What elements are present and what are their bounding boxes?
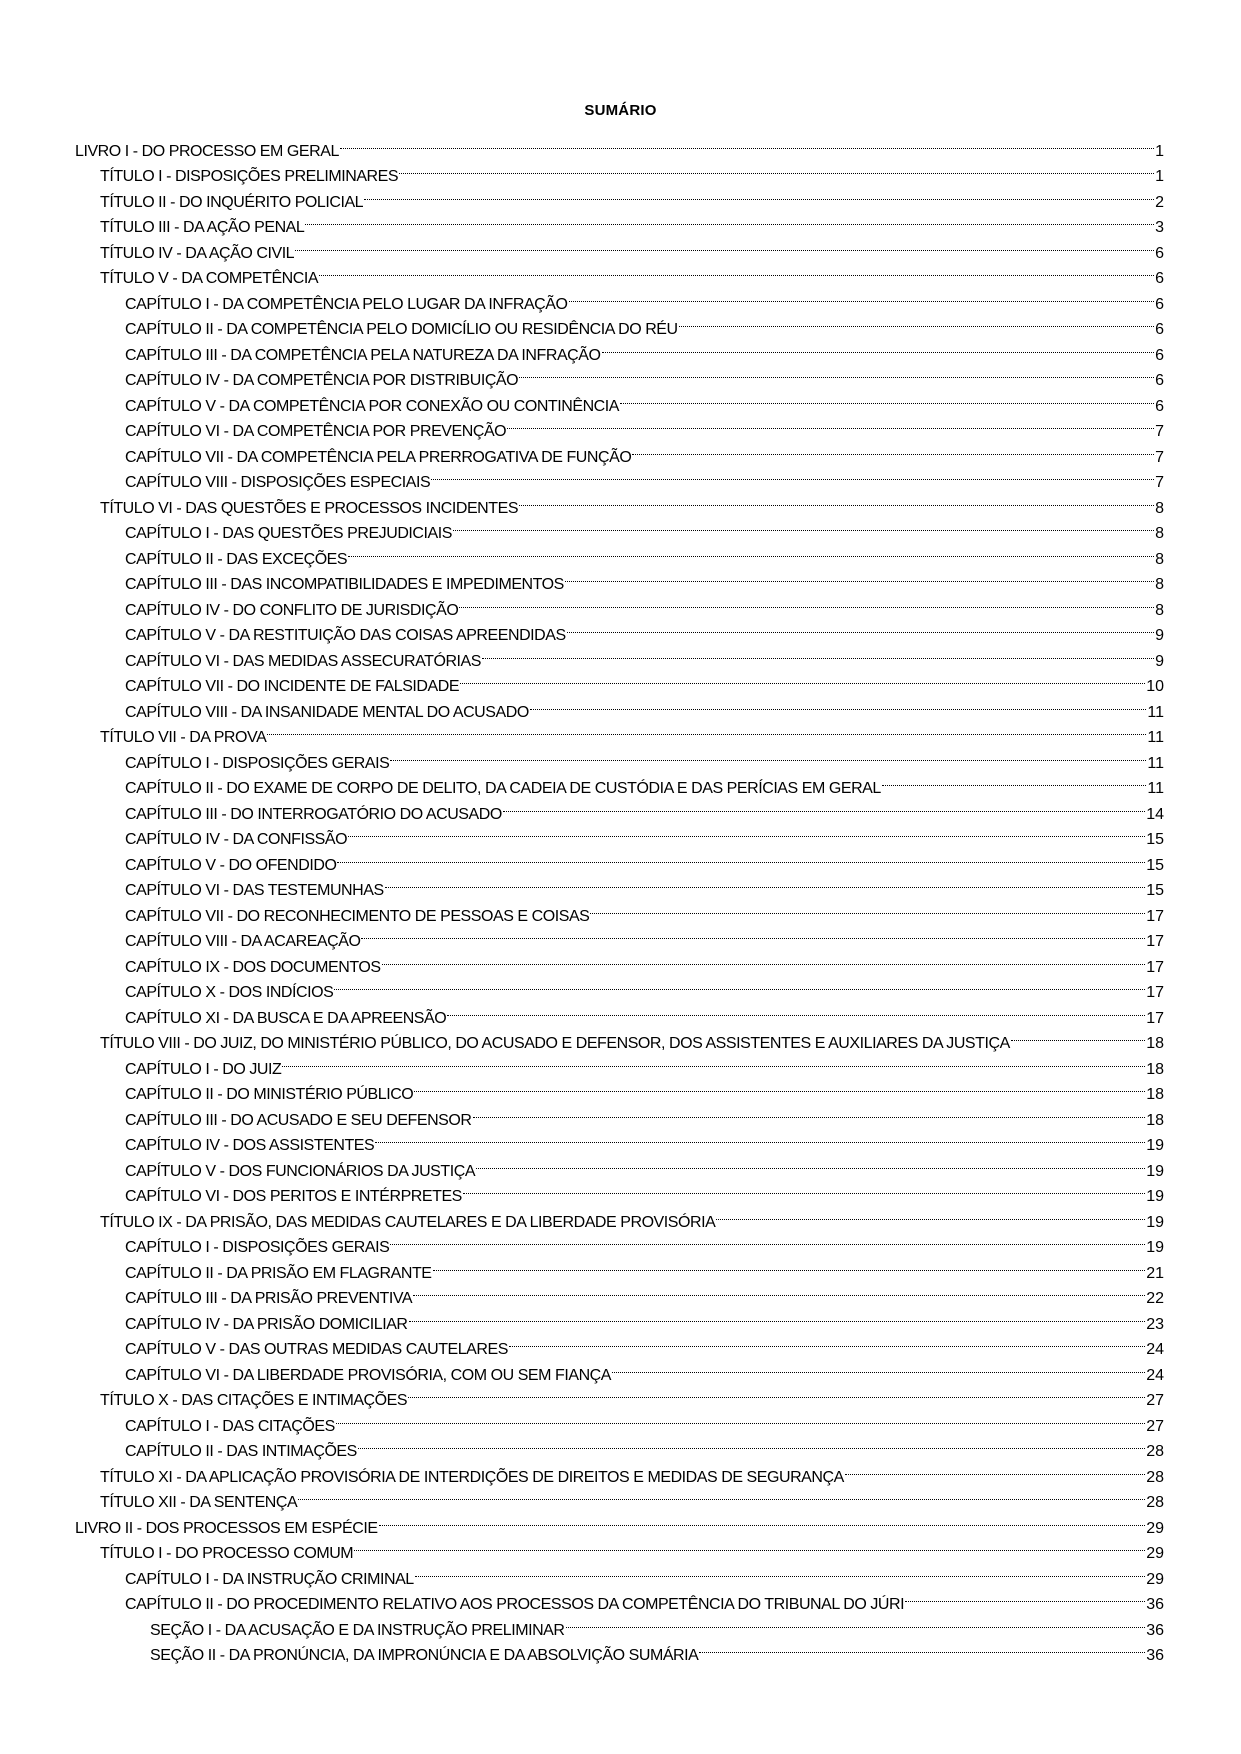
dot-leader — [519, 487, 1154, 513]
dot-leader — [530, 691, 1147, 717]
dot-leader — [361, 921, 1145, 947]
toc-entry-label: CAPÍTULO I - DAS CITAÇÕES — [125, 1417, 335, 1435]
dot-leader — [590, 895, 1145, 921]
dot-leader — [414, 1074, 1145, 1100]
toc-entry[interactable] — [75, 130, 1164, 160]
dot-leader — [399, 156, 1154, 182]
toc-entry-label: TÍTULO XI - DA APLICAÇÃO PROVISÓRIA DE INTERDIÇÕES DE DIREITOS E MEDIDAS DE SEGURANÇA — [100, 1468, 844, 1486]
toc-entry-label: TÍTULO XII - DA SENTENÇA — [100, 1494, 298, 1511]
toc-entry-page-number: 29 — [1146, 1570, 1164, 1588]
dot-leader — [845, 1456, 1145, 1482]
toc-entry-page-number: 9 — [1155, 627, 1164, 644]
toc-entry-page-number: 2 — [1155, 193, 1164, 211]
dot-leader — [385, 870, 1146, 896]
toc-entry-page-number: 15 — [1146, 856, 1164, 874]
toc-entry-page-number: 36 — [1146, 1647, 1164, 1664]
dot-leader — [716, 1201, 1145, 1227]
dot-leader — [459, 589, 1154, 615]
toc-entry-label: CAPÍTULO V - DA COMPETÊNCIA POR CONEXÃO OU CONTINÊNCIA — [125, 397, 619, 415]
toc-entry-label: CAPÍTULO I - DA INSTRUÇÃO CRIMINAL — [125, 1570, 414, 1588]
toc-entry-page-number: 22 — [1146, 1290, 1164, 1307]
toc-entry-page-number: 11 — [1147, 754, 1164, 772]
toc-entry-label: CAPÍTULO VI - DAS MEDIDAS ASSECURATÓRIAS — [125, 652, 482, 670]
dot-leader — [569, 283, 1155, 309]
toc-entry-label: TÍTULO IV - DA AÇÃO CIVIL — [100, 244, 295, 262]
toc-entry-page-number: 15 — [1146, 831, 1164, 848]
toc-entry-label: TÍTULO X - DAS CITAÇÕES E INTIMAÇÕES — [100, 1392, 408, 1409]
toc-entry-label: CAPÍTULO IV - DA CONFISSÃO — [125, 831, 348, 848]
dot-leader — [305, 207, 1154, 233]
toc-entry-label: TÍTULO I - DISPOSIÇÕES PRELIMINARES — [100, 168, 399, 185]
dot-leader — [567, 615, 1154, 641]
toc-entry-label: CAPÍTULO III - DO ACUSADO E SEU DEFENSOR — [125, 1111, 472, 1129]
toc-entry-label: CAPÍTULO II - DO PROCEDIMENTO RELATIVO AOS PROCESSOS DA COMPETÊNCIA DO TRIBUNAL DO JÚRI — [125, 1596, 905, 1613]
toc-entry-page-number: 19 — [1146, 1162, 1164, 1180]
toc-entry-label: TÍTULO IX - DA PRISÃO, DAS MEDIDAS CAUTELARES E DA LIBERDADE PROVISÓRIA — [100, 1213, 716, 1231]
dot-leader — [503, 793, 1145, 819]
toc-entry-page-number: 17 — [1146, 907, 1164, 925]
toc-entry-label: CAPÍTULO II - DAS INTIMAÇÕES — [125, 1443, 357, 1460]
dot-leader — [1011, 1023, 1145, 1049]
toc-entry-label: CAPÍTULO VII - DA COMPETÊNCIA PELA PRERROGATIVA DE FUNÇÃO — [125, 448, 632, 466]
dot-leader — [612, 1354, 1145, 1380]
toc-entry-page-number: 8 — [1155, 601, 1164, 619]
dot-leader — [566, 1609, 1146, 1635]
toc-entry-page-number: 17 — [1146, 984, 1164, 1001]
toc-entry-page-number: 17 — [1146, 958, 1164, 976]
toc-entry-page-number: 1 — [1155, 142, 1164, 160]
dot-leader — [565, 564, 1154, 590]
toc-entry-label: TÍTULO V - DA COMPETÊNCIA — [100, 270, 319, 287]
dot-leader — [413, 1278, 1145, 1304]
dot-leader — [699, 1635, 1145, 1661]
toc-entry-page-number: 7 — [1155, 448, 1164, 466]
toc-entry-page-number: 24 — [1146, 1366, 1164, 1384]
toc-entry-page-number: 8 — [1155, 525, 1164, 542]
toc-entry-label: CAPÍTULO III - DO INTERROGATÓRIO DO ACUSADO — [125, 805, 502, 823]
toc-entry-label: CAPÍTULO III - DA PRISÃO PREVENTIVA — [125, 1290, 413, 1307]
dot-leader — [390, 742, 1146, 768]
toc-entry-page-number: 19 — [1146, 1213, 1164, 1231]
dot-leader — [348, 538, 1154, 564]
toc-entry-page-number: 6 — [1155, 295, 1164, 313]
toc-entry-label: CAPÍTULO VII - DO RECONHECIMENTO DE PESSOAS E COISAS — [125, 907, 590, 925]
toc-entry-label: TÍTULO VII - DA PROVA — [100, 729, 267, 746]
toc-entry-label: CAPÍTULO VI - DA COMPETÊNCIA POR PREVENÇÃO — [125, 423, 507, 440]
toc-entry-label: SEÇÃO I - DA ACUSAÇÃO E DA INSTRUÇÃO PRELIMINAR — [150, 1621, 565, 1639]
toc-entry-label: LIVRO I - DO PROCESSO EM GERAL — [75, 142, 339, 160]
toc-entry-label: CAPÍTULO V - DOS FUNCIONÁRIOS DA JUSTIÇA — [125, 1162, 476, 1180]
toc-entry-page-number: 1 — [1155, 168, 1164, 185]
toc-entry-page-number: 15 — [1146, 882, 1164, 899]
toc-entry-label: CAPÍTULO I - DO JUIZ — [125, 1060, 282, 1078]
dot-leader — [298, 1482, 1145, 1508]
toc-entry-label: CAPÍTULO V - DAS OUTRAS MEDIDAS CAUTELARES — [125, 1341, 508, 1358]
dot-leader — [460, 666, 1145, 692]
toc-entry-label: CAPÍTULO VII - DO INCIDENTE DE FALSIDADE — [125, 678, 460, 695]
toc-entry-page-number: 19 — [1146, 1239, 1164, 1256]
toc-entry-page-number: 9 — [1155, 652, 1164, 670]
toc-entry-page-number: 27 — [1146, 1417, 1164, 1435]
dot-leader — [364, 181, 1154, 207]
dot-leader — [507, 411, 1154, 437]
dot-leader — [358, 1431, 1145, 1457]
toc-entry-label: CAPÍTULO VIII - DA INSANIDADE MENTAL DO ACUSADO — [125, 703, 529, 721]
toc-entry-label: TÍTULO III - DA AÇÃO PENAL — [100, 219, 305, 236]
toc-entry-page-number: 19 — [1146, 1188, 1164, 1205]
toc-entry-label: CAPÍTULO IV - DA PRISÃO DOMICILIAR — [125, 1315, 408, 1333]
dot-leader — [433, 1252, 1146, 1278]
toc-entry-page-number: 14 — [1146, 805, 1164, 823]
dot-leader — [334, 972, 1145, 998]
toc-entry-label: CAPÍTULO V - DO OFENDIDO — [125, 856, 337, 874]
toc-entry-label: CAPÍTULO IV - DOS ASSISTENTES — [125, 1137, 375, 1154]
toc-entry-label: CAPÍTULO III - DAS INCOMPATIBILIDADES E IMPEDIMENTOS — [125, 576, 564, 593]
toc-entry-page-number: 17 — [1146, 1009, 1164, 1027]
dot-leader — [408, 1380, 1145, 1406]
toc-entry-label: CAPÍTULO VIII - DISPOSIÇÕES ESPECIAIS — [125, 474, 431, 491]
toc-entry-page-number: 28 — [1146, 1468, 1164, 1486]
dot-leader — [509, 1329, 1145, 1355]
dot-leader — [337, 844, 1145, 870]
toc-entry-label: CAPÍTULO II - DAS EXCEÇÕES — [125, 550, 348, 568]
dot-leader — [375, 1125, 1145, 1151]
toc-entry-page-number: 7 — [1155, 423, 1164, 440]
toc-entry-label: CAPÍTULO IX - DOS DOCUMENTOS — [125, 958, 381, 976]
toc-entry-page-number: 36 — [1146, 1621, 1164, 1639]
toc-entry-label: CAPÍTULO VI - DAS TESTEMUNHAS — [125, 882, 384, 899]
dot-leader — [354, 1533, 1145, 1559]
toc-entry-label: CAPÍTULO II - DA COMPETÊNCIA PELO DOMICÍLIO OU RESIDÊNCIA DO RÉU — [125, 321, 678, 338]
dot-leader — [519, 360, 1154, 386]
toc-entry-label: CAPÍTULO II - DO EXAME DE CORPO DE DELITO, DA CADEIA DE CUSTÓDIA E DAS PERÍCIAS EM GERAL — [125, 780, 881, 797]
dot-leader — [348, 819, 1145, 845]
dot-leader — [390, 1227, 1145, 1253]
dot-leader — [447, 997, 1145, 1023]
page-title: SUMÁRIO — [584, 102, 657, 119]
toc-entry-page-number: 6 — [1155, 321, 1164, 338]
dot-leader — [620, 385, 1154, 411]
toc-entry-label: CAPÍTULO VI - DOS PERITOS E INTÉRPRETES — [125, 1188, 462, 1205]
toc-entry-label: CAPÍTULO IV - DA COMPETÊNCIA POR DISTRIBUIÇÃO — [125, 372, 519, 389]
dot-leader — [336, 1405, 1145, 1431]
dot-leader — [319, 258, 1154, 284]
toc-entry-page-number: 11 — [1147, 703, 1164, 721]
dot-leader — [482, 640, 1154, 666]
dot-leader — [295, 232, 1154, 258]
toc-entry-page-number: 21 — [1146, 1264, 1164, 1282]
toc-entry-label: CAPÍTULO VI - DA LIBERDADE PROVISÓRIA, COM OU SEM FIANÇA — [125, 1366, 612, 1384]
dot-leader — [282, 1048, 1145, 1074]
table-of-contents — [75, 130, 1164, 1664]
toc-entry-page-number: 11 — [1147, 729, 1164, 746]
dot-leader — [409, 1303, 1146, 1329]
dot-leader — [476, 1150, 1145, 1176]
toc-entry-label: CAPÍTULO XI - DA BUSCA E DA APREENSÃO — [125, 1009, 447, 1027]
toc-entry-page-number: 27 — [1146, 1392, 1164, 1409]
dot-leader — [382, 946, 1146, 972]
toc-entry-page-number: 3 — [1155, 219, 1164, 236]
toc-entry-label: CAPÍTULO V - DA RESTITUIÇÃO DAS COISAS APREENDIDAS — [125, 627, 566, 644]
toc-entry-label: TÍTULO I - DO PROCESSO COMUM — [100, 1545, 354, 1562]
toc-entry-page-number: 18 — [1146, 1035, 1164, 1052]
toc-entry-label: CAPÍTULO II - DO MINISTÉRIO PÚBLICO — [125, 1086, 414, 1103]
dot-leader — [632, 436, 1154, 462]
toc-entry-page-number: 18 — [1146, 1060, 1164, 1078]
toc-entry-page-number: 6 — [1155, 372, 1164, 389]
toc-entry-page-number: 29 — [1146, 1545, 1164, 1562]
toc-entry-page-number: 10 — [1146, 678, 1164, 695]
dot-leader — [340, 130, 1154, 156]
toc-entry-label: CAPÍTULO I - DAS QUESTÕES PREJUDICIAIS — [125, 525, 452, 542]
toc-entry-page-number: 29 — [1146, 1519, 1164, 1537]
toc-entry-page-number: 17 — [1146, 933, 1164, 950]
toc-entry-page-number: 24 — [1146, 1341, 1164, 1358]
toc-entry-label: LIVRO II - DOS PROCESSOS EM ESPÉCIE — [75, 1519, 378, 1537]
toc-entry-label: CAPÍTULO X - DOS INDÍCIOS — [125, 984, 334, 1001]
toc-entry-label: CAPÍTULO I - DISPOSIÇÕES GERAIS — [125, 1239, 390, 1256]
toc-entry-page-number: 18 — [1146, 1111, 1164, 1129]
toc-entry-label: CAPÍTULO I - DA COMPETÊNCIA PELO LUGAR DA INFRAÇÃO — [125, 295, 568, 313]
dot-leader — [905, 1584, 1145, 1610]
dot-leader — [473, 1099, 1146, 1125]
dot-leader — [379, 1507, 1146, 1533]
toc-entry-page-number: 6 — [1155, 270, 1164, 287]
dot-leader — [431, 462, 1154, 488]
toc-entry-page-number: 36 — [1146, 1596, 1164, 1613]
toc-entry-page-number: 6 — [1155, 346, 1164, 364]
toc-entry-label: CAPÍTULO VIII - DA ACAREAÇÃO — [125, 933, 361, 950]
toc-entry-page-number: 7 — [1155, 474, 1164, 491]
toc-entry-page-number: 11 — [1147, 780, 1164, 797]
toc-entry-label: TÍTULO VI - DAS QUESTÕES E PROCESSOS INCIDENTES — [100, 499, 519, 517]
dot-leader — [415, 1558, 1145, 1584]
toc-entry-page-number: 23 — [1146, 1315, 1164, 1333]
toc-entry-page-number: 28 — [1146, 1494, 1164, 1511]
dot-leader — [463, 1176, 1145, 1202]
toc-entry-page-number: 28 — [1146, 1443, 1164, 1460]
dot-leader — [453, 513, 1154, 539]
toc-entry-label: TÍTULO VIII - DO JUIZ, DO MINISTÉRIO PÚBLICO, DO ACUSADO E DEFENSOR, DOS ASSISTENTES E AUXILIARES DA JUSTIÇA — [100, 1035, 1010, 1052]
toc-entry-page-number: 8 — [1155, 550, 1164, 568]
toc-entry-label: CAPÍTULO IV - DO CONFLITO DE JURISDIÇÃO — [125, 601, 459, 619]
toc-entry-label: CAPÍTULO III - DA COMPETÊNCIA PELA NATUREZA DA INFRAÇÃO — [125, 346, 601, 364]
dot-leader — [602, 334, 1155, 360]
toc-entry-page-number: 6 — [1155, 397, 1164, 415]
dot-leader — [882, 768, 1147, 794]
dot-leader — [679, 309, 1154, 335]
toc-entry-page-number: 8 — [1155, 499, 1164, 517]
toc-entry-page-number: 18 — [1146, 1086, 1164, 1103]
dot-leader — [267, 717, 1146, 743]
toc-entry-label: SEÇÃO II - DA PRONÚNCIA, DA IMPRONÚNCIA E DA ABSOLVIÇÃO SUMÁRIA — [150, 1647, 699, 1664]
toc-entry-page-number: 6 — [1155, 244, 1164, 262]
toc-entry-label: CAPÍTULO I - DISPOSIÇÕES GERAIS — [125, 754, 390, 772]
toc-entry-label: TÍTULO II - DO INQUÉRITO POLICIAL — [100, 193, 364, 211]
toc-entry-label: CAPÍTULO II - DA PRISÃO EM FLAGRANTE — [125, 1264, 432, 1282]
toc-entry-page-number: 8 — [1155, 576, 1164, 593]
toc-entry-page-number: 19 — [1146, 1137, 1164, 1154]
